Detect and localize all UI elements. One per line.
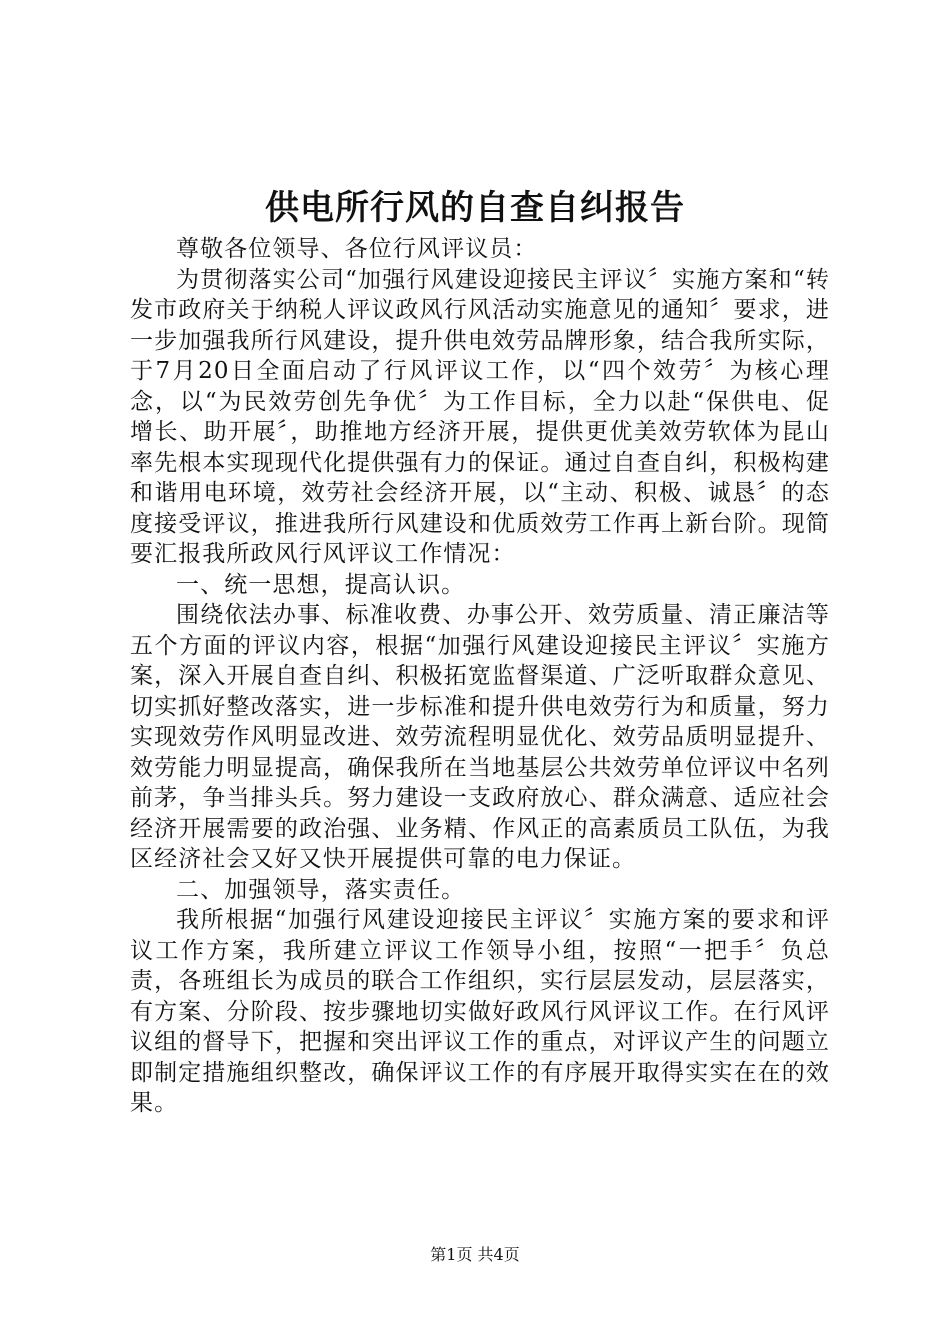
- document-body: [130, 234, 830, 1119]
- section-heading-2: 二、加强领导，落实责任。: [176, 876, 466, 903]
- paragraph-section-2: 我所根据“加强行风建设迎接民主评议〞实施方案的要求和评议工作方案，我所建立评议工作领导小组，按照“一把手〞负总责，各班组长为成员的联合工作组织，实行层层发动，层层落实，有方案、分阶段、按步骤地切实做好政风行风评议工作。在行风评议组的督导下，把握和突出评议工作的重点，对评议产生的问题立即制定措施组织整改，确保评议工作的有序展开取得实实在在的效果。: [130, 907, 830, 1116]
- salutation: 尊敬各位领导、各位行风评议员：: [176, 236, 538, 262]
- page-number-footer: 第1页 共4页: [430, 1245, 520, 1264]
- section-heading-1: 一、统一思想，提高认识。: [176, 571, 466, 598]
- paragraph-section-1: 围绕依法办事、标准收费、办事公开、效劳质量、清正廉洁等五个方面的评议内容，根据“加强行风建设迎接民主评议〞实施方案，深入开展自查自纠、积极拓宽监督渠道、广泛听取群众意见、切实抓好整改落实，进一步标准和提升供电效劳行为和质量，努力实现效劳作风明显改进、效劳流程明显优化、效劳品质明显提升、效劳能力明显提高，确保我所在当地基层公共效劳单位评议中名列前茅，争当排头兵。努力建设一支政府放心、群众满意、适应社会经济开展需要的政治强、业务精、作风正的高素质员工队伍，为我区经济社会又好又快开展提供可靠的电力保证。: [130, 602, 830, 872]
- page-title: 供电所行风的自查自纠报告: [265, 188, 685, 228]
- paragraph-intro: 为贯彻落实公司“加强行风建设迎接民主评议〞实施方案和“转发市政府关于纳税人评议政风行风活动实施意见的通知〞要求，进一步加强我所行风建设，提升供电效劳品牌形象，结合我所实际，于7月20日全面启动了行风评议工作，以“四个效劳〞为核心理念，以“为民效劳创先争优〞为工作目标，全力以赴“保供电、促增长、助开展〞，助推地方经济开展，提供更优美效劳软体为昆山率先根本实现现代化提供强有力的保证。通过自查自纠，积极构建和谐用电环境，效劳社会经济开展，以“主动、积极、诚恳〞的态度接受评议，推进我所行风建设和优质效劳工作再上新台阶。现简要汇报我所政风行风评议工作情况：: [130, 266, 830, 567]
